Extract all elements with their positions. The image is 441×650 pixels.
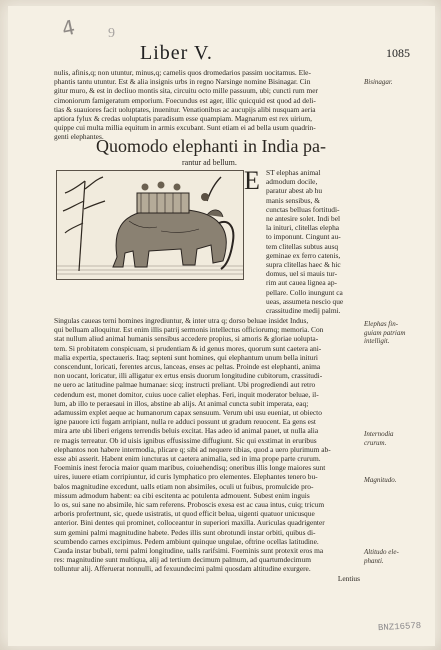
book-title: Liber V.: [140, 42, 213, 64]
text-line: sum gemini palmi magnitudine habete. Pedes illis sunt obrotundi instar orbiti, quibus di-: [54, 527, 316, 537]
main-text-block: [54, 316, 360, 583]
text-line: supra clitellas haec & hic: [266, 260, 341, 270]
text-line: re magis terreatur. Ob id uisis ignibus effusissime diffugiunt. Sic qui exstimat in eruribus: [54, 435, 317, 445]
text-line: tias & suauiores facit uoluptates, inuenitur. Venationibus ac aucupijs alibi nusquam aeria: [54, 104, 316, 114]
text-line: non uocant, loricatur, illi alligatur ex ertus ensis duorum longitudine cubitorum, crassitudi-: [54, 371, 323, 381]
text-line: gitur muro, & est in decliuo montis sita, circuitu octo mille passuum, ubi; cuncti rum mer: [54, 86, 318, 96]
text-line: esse abi asserit. Habent enim iuncturas ut caetera animalia, sed in ima prope parte crurum.: [54, 454, 321, 464]
text-line: aptiora fylux & credas uoluptatis paradisum esse quampiam. Magnarum est rex uirium,: [54, 114, 312, 124]
text-line: phantis tantu utuntur. Est & alia insignis urbs in regno Narsinge nomine Bisinagar. Cin: [54, 77, 311, 87]
chapter-subtitle: rantur ad bellum.: [182, 158, 237, 167]
text-line: to imponunt. Cingunt au-: [266, 232, 341, 242]
margin-line: phanti.: [364, 556, 384, 565]
running-header: [0, 44, 441, 66]
text-line: cunctas belluas fortitudi-: [266, 204, 340, 214]
text-line: Foeminis inest ferocia maior quam maribus, coiuehendisq; oneribus illis longe maiores sunt: [54, 463, 326, 473]
text-line: Cauda instar bubali, terni palmi longitudine, ualls rarifsimi. Foeminis sunt protexit eros ma: [54, 546, 324, 556]
right-text-block: [266, 168, 366, 315]
text-line: elephantos non habere intermodia, plicare q; sibi ad nequere tibias, quod a uero plurimum ab-: [54, 444, 331, 454]
text-line: ne uero ac latitudine palmae humanae: sicq; instructi preliant. Ubi progrediendi aut retro: [54, 380, 316, 390]
corner-scribble-2: 9: [108, 26, 115, 41]
text-line: Singulas caueas terni homines ingrediuntur, & inter utra q; dorso beluae insidet Indus,: [54, 316, 309, 325]
text-line: la inituri, clitellas elepha: [266, 223, 340, 233]
text-line: rim aut cauea lignea ap-: [266, 278, 337, 288]
text-line: stat nullum aliud animal humanis sensibus accedere propius, si amoris & gloriae uolupta-: [54, 334, 319, 344]
margin-line: Altitudo ele-: [364, 548, 399, 556]
text-line: tem. Si probitatem conspicuam, si prudentiam & id genus mores, quorum sunt caetera ani-: [54, 343, 322, 353]
text-line: igne pauore icti fugam arripiant, nulla re adduci possunt ut gradum reuocent. Ea gens est: [54, 417, 316, 427]
text-line: lo os, sui sane no absimile, hic sam referens. Proboscis exesa est ac caua intus, cuiq; tricum: [54, 500, 325, 510]
text-line: scumbendo carnes excipimus. Pedem ambiunt quinque ungulae, oftrine ocellas latitudine.: [54, 536, 319, 546]
text-line: crassitudine medij palmi.: [266, 306, 341, 316]
margin-line: Internodia: [364, 430, 394, 438]
inventory-stamp: BNZ16578: [377, 620, 422, 634]
text-line: admodum docile,: [266, 177, 318, 187]
text-line: balos magnitudine excedunt, ualls etiam non absimiles, oculi ut fuibus, promulcide pro-: [54, 481, 314, 491]
text-line: lum, ab illo te peraesaui in illos, abstine ab alijs. At animal cuncta subit imperata, eaq;: [54, 398, 309, 408]
margin-line: crurum.: [364, 438, 387, 447]
margin-note-bisinagar: Bisinagar.: [364, 78, 393, 86]
text-line: tolluntur alij. Afferuerat nonnulli, ad fexuundecimi palmi quosdam altitudine exurgere.: [54, 564, 311, 574]
text-line: paratur abest ab hu: [266, 186, 323, 196]
text-line: conscendunt, loricati, ferentes arcus, lanceas, enses ac peltas. Proinde est elephanti, anima: [54, 362, 321, 372]
text-line: adamussim explet aeque ac humanorum capax sensuum. Verum ubi usu eueniat, ut obiecto: [54, 408, 322, 418]
text-line: qui belluam alloquitur. Est enim illis patrij sermonis intellectus officiorumq; memoria. Con: [54, 325, 324, 335]
chapter-title: Quomodo elephanti in India pa-: [96, 136, 326, 156]
top-text-block: [54, 68, 360, 142]
text-line: ueas, assumeta nescio que: [266, 296, 344, 306]
text-line: malia expertia, spectaueris. Itaq; septeni sunt homines, qui elephantum unum bella inituri: [54, 352, 318, 362]
text-line: tem clitellas subtus ausq: [266, 241, 339, 251]
text-line: cimoniorum famigeratum emporium. Foecundus est ager, illic quicquid est quod ad deli-: [54, 95, 316, 105]
text-line: missum admodum habent: ea cibi escitenta ac potulenta admouent. Subest enim inguis: [54, 490, 310, 500]
text-line: manis sensibus, &: [266, 195, 320, 205]
text-line: geminae ex ferro catenis,: [266, 250, 341, 260]
margin-note-altitudo: [364, 548, 399, 565]
text-line: mira arte ubi liberi erigens terrendis beluis excitat. Has adeo id animal pauet, ut nulla alia: [54, 426, 319, 436]
text-line: cedendum est, monet domitor, cuius uoce caliet elephas. Feri, inquit moderator beluae, il-: [54, 389, 319, 399]
margin-line: Elephas fin-: [364, 320, 399, 328]
page-number: 1085: [386, 46, 410, 60]
margin-note-magnitudo: Magnitudo.: [364, 476, 397, 484]
text-line: arboris profertnunt, sic, quede usistratis, ut quod efficit belua, uigenti quatuor unicusque: [54, 509, 315, 519]
margin-line: intelligit.: [364, 337, 390, 346]
text-line: genti elephantes.: [54, 132, 104, 142]
text-line: quippe cui multa millia equitum in armis excubant. Sunt etiam ei ad bella usum quadrin-: [54, 123, 316, 133]
margin-line: guiam patriam: [364, 328, 406, 337]
text-line: res: magnitudine sunt multiqua, alij ad tertium decimum palmum, ad quartumdecimum: [54, 555, 311, 565]
text-line: anterior. Bini dentes qui prominet, colloceantur in superiori maxilla. Auriculas quadrigenter: [54, 518, 325, 528]
text-line: ST elephas animal: [266, 168, 321, 177]
corner-scribble: 4: [59, 14, 78, 42]
text-line: uires, iuuere etiam corripiuntur, id curis lymphatico pro elementes. Elephantes tenero bu-: [54, 472, 318, 482]
margin-note-elephas: [364, 320, 405, 346]
text-line: domus, uel si mauis tur-: [266, 269, 338, 279]
catchword: Lentius: [337, 573, 360, 583]
text-line: nulis, afinis,q; non utuntur, minus,q; camelis quos dromedarios passim uocitamus. Ele-: [54, 68, 311, 77]
text-line: ne antesire solet. Indi bel: [266, 214, 341, 224]
text-line: pellare. Collo inungunt ca: [266, 287, 343, 297]
elephant-woodcut-illustration: [56, 170, 244, 280]
margin-note-internodia: [364, 430, 394, 447]
drop-cap: E: [244, 166, 260, 195]
elephant-woodcut-image: [57, 171, 243, 279]
